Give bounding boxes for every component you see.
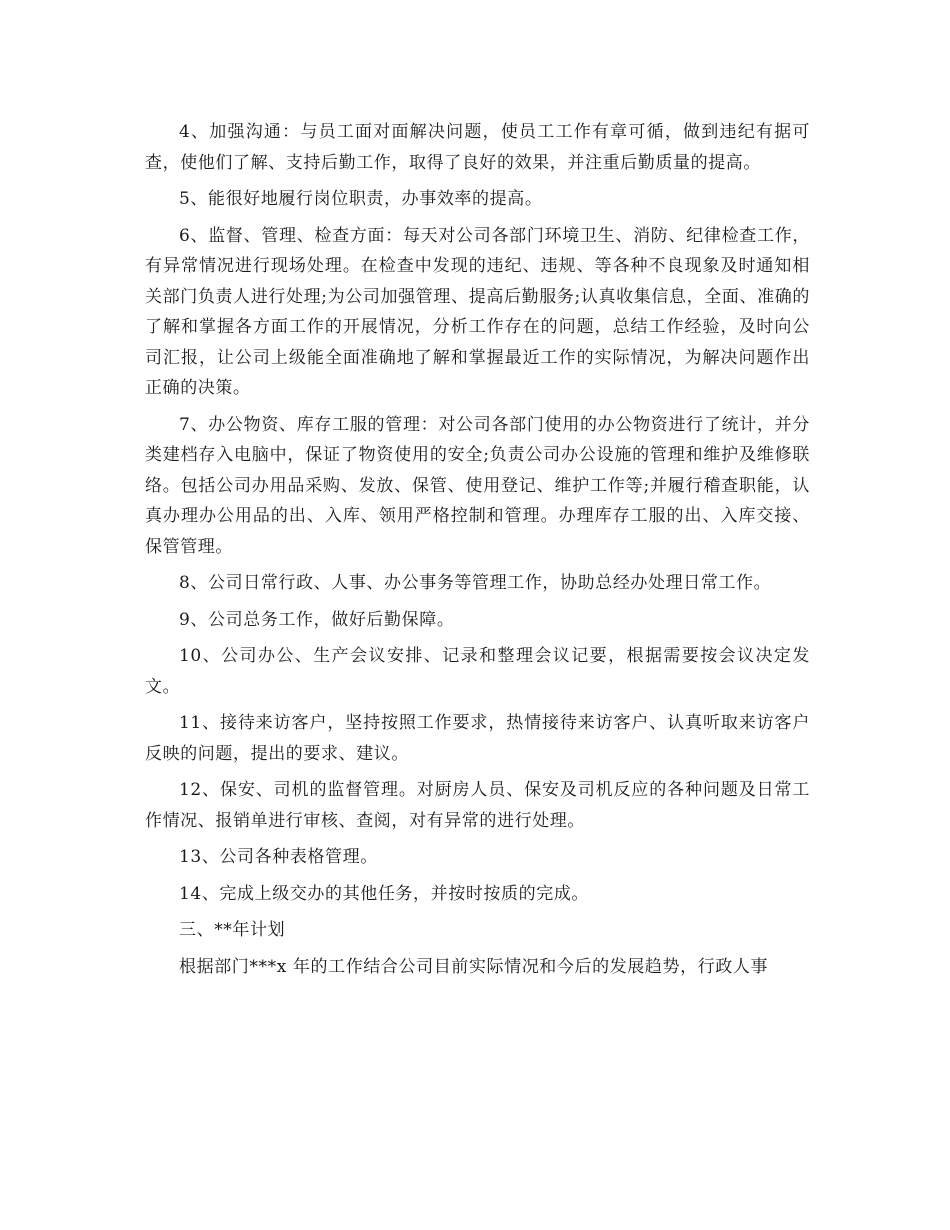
paragraph-item-6: 6、监督、管理、检查方面：每天对公司各部门环境卫生、消防、纪律检查工作，有异常情况进行现场处理。在检查中发现的违纪、违规、等各种不良现象及时通知相关部门负责人进行处理;为公司加强管理、提高后勤服务;认真收集信息，全面、准确的了解和掌握各方面工作的开展情况，分析工作存在的问题，总结工作经验，及时向公司汇报，让公司上级能全面准确地了解和掌握最近工作的实际情况，为解决问题作出正确的决策。	[145, 225, 810, 398]
paragraph-item-8: 8、公司日常行政、人事、办公事务等管理工作，协助总经办处理日常工作。	[179, 573, 772, 593]
paragraph-plan-intro: 根据部门***x 年的工作结合公司目前实际情况和今后的发展趋势，行政人事	[179, 956, 769, 977]
paragraph-item-9: 9、公司总务工作，做好后勤保障。	[179, 609, 455, 630]
document-body	[145, 117, 810, 988]
paragraph-item-7: 7、办公物资、库存工服的管理：对公司各部门使用的办公物资进行了统计，并分类建档存入电脑中，保证了物资使用的安全;负责公司办公设施的管理和维护及维修联络。包括公司办用品采购、发放、保管、使用登记、维护工作等;并履行稽查职能，认真办理办公用品的出、入库、领用严格控制和管理。办理库存工服的出、入库交接、保管管理。	[145, 414, 810, 557]
paragraph-item-13: 13、公司各种表格管理。	[179, 847, 378, 867]
paragraph-item-10: 10、公司办公、生产会议安排、记录和整理会议记要，根据需要按会议决定发文。	[145, 646, 810, 697]
paragraph-item-11: 11、接待来访客户，坚持按照工作要求，热情接待来访客户、认真听取来访客户反映的问题，提出的要求、建议。	[145, 713, 810, 764]
paragraph-item-14: 14、完成上级交办的其他任务，并按时按质的完成。	[179, 883, 590, 904]
paragraph-item-4: 4、加强沟通：与员工面对面解决问题，使员工工作有章可循，做到违纪有据可查，使他们了解、支持后勤工作，取得了良好的效果，并注重后勤质量的提高。	[145, 122, 810, 173]
section-heading-plan: 三、**年计划	[179, 920, 286, 940]
paragraph-item-12: 12、保安、司机的监督管理。对厨房人员、保安及司机反应的各种问题及日常工作情况、报销单进行审核、查阅，对有异常的进行处理。	[145, 780, 810, 831]
paragraph-item-5: 5、能很好地履行岗位职责，办事效率的提高。	[179, 189, 543, 209]
